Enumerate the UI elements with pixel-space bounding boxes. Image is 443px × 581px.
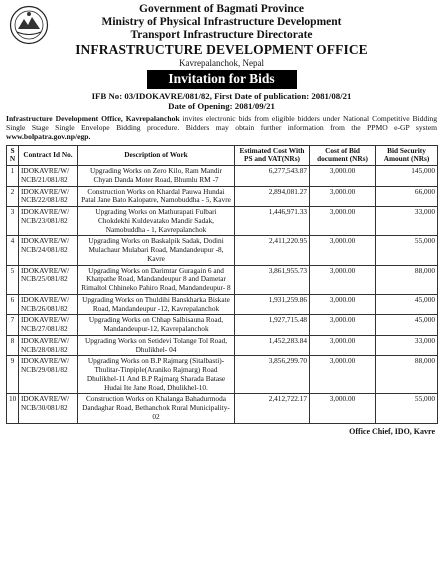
row-bid-document-cost: 3,000.00 xyxy=(310,335,376,356)
row-bid-security: 33,000 xyxy=(376,335,438,356)
row-estimated-cost: 1,927,715.48 xyxy=(235,315,310,336)
row-description: Upgrading Works on Chhap Salbisauna Road, Mandandeupur-12, Kavrepalanchok xyxy=(78,315,235,336)
row-description: Upgrading Works on Darimtar Guragain 6 and Khatpathe Road, Mandandeupur 8 and Dametar Rimaltol Chhineko Pahiro Road, Mandandeupur- 8 xyxy=(78,265,235,294)
egp-link[interactable]: www.bolpatra.gov.np/egp. xyxy=(6,132,91,142)
row-sn: 6 xyxy=(7,294,19,315)
header-estimated-cost: Estimated Cost With PS and VAT(NRs) xyxy=(235,145,310,166)
signatory: Office Chief, IDO, Kavre xyxy=(349,426,435,436)
row-contract-id: IDOKAVRE/W/ NCB/21/081/82 xyxy=(19,166,78,187)
row-estimated-cost: 2,894,081.27 xyxy=(235,186,310,207)
row-description: Upgrading Works on Zero Kilo, Ram Mandir Chyan Danda Moter Road, Bhumlu RM -7 xyxy=(78,166,235,187)
row-bid-document-cost: 3,000.00 xyxy=(310,186,376,207)
row-bid-security: 33,000 xyxy=(376,207,438,236)
header-sn: S N xyxy=(7,145,19,166)
row-contract-id: IDOKAVRE/W/ NCB/25/081/82 xyxy=(19,265,78,294)
opening-date: Date of Opening: 2081/09/21 xyxy=(168,101,275,112)
row-description: Construction Works on Khalanga Bahadurmoda Dandaghar Road, Bethanchok Rural Municipality- 02 xyxy=(78,394,235,423)
government-name: Government of Bagmati Province xyxy=(139,3,304,15)
row-sn: 1 xyxy=(7,166,19,187)
row-bid-document-cost: 3,000.00 xyxy=(310,207,376,236)
row-estimated-cost: 3,861,955.73 xyxy=(235,265,310,294)
table-row xyxy=(7,166,438,187)
row-sn: 10 xyxy=(7,394,19,423)
ifb-number: IFB No: 03/IDOKAVRE/081/82, First Date of publication: 2081/08/21 xyxy=(91,90,352,101)
row-sn: 8 xyxy=(7,335,19,356)
header-bid-security: Bid Security Amount (NRs) xyxy=(376,145,438,166)
row-estimated-cost: 1,446,971.33 xyxy=(235,207,310,236)
row-bid-security: 145,000 xyxy=(376,166,438,187)
header-bid-document-cost: Cost of Bid document (NRs) xyxy=(310,145,376,166)
row-estimated-cost: 2,411,220.95 xyxy=(235,236,310,265)
row-contract-id: IDOKAVRE/W/ NCB/22/081/82 xyxy=(19,186,78,207)
row-bid-security: 88,000 xyxy=(376,356,438,394)
notice-header xyxy=(6,3,437,68)
bid-rows xyxy=(7,166,438,424)
row-bid-document-cost: 3,000.00 xyxy=(310,265,376,294)
notice-title: Invitation for Bids xyxy=(147,70,297,89)
bid-table xyxy=(6,145,438,424)
row-estimated-cost: 1,931,259.86 xyxy=(235,294,310,315)
government-emblem-icon xyxy=(9,5,49,45)
table-row xyxy=(7,294,438,315)
row-bid-security: 45,000 xyxy=(376,294,438,315)
intro-paragraph xyxy=(6,114,437,142)
table-header-row xyxy=(7,145,438,166)
row-description: Upgrading Works on Baskalpik Sadak, Dodini Mulachaur Mulabari Road, Mandandeupur -8, Kavre xyxy=(78,236,235,265)
row-bid-document-cost: 3,000.00 xyxy=(310,294,376,315)
header-description: Description of Work xyxy=(78,145,235,166)
row-estimated-cost: 6,277,543.87 xyxy=(235,166,310,187)
table-row xyxy=(7,335,438,356)
row-contract-id: IDOKAVRE/W/ NCB/26/081/82 xyxy=(19,294,78,315)
table-row xyxy=(7,236,438,265)
row-bid-security: 66,000 xyxy=(376,186,438,207)
table-row xyxy=(7,186,438,207)
office-location: Kavrepalanchok, Nepal xyxy=(179,57,264,68)
row-bid-security: 45,000 xyxy=(376,315,438,336)
row-bid-document-cost: 3,000.00 xyxy=(310,315,376,336)
row-contract-id: IDOKAVRE/W/ NCB/23/081/82 xyxy=(19,207,78,236)
row-contract-id: IDOKAVRE/W/ NCB/27/081/82 xyxy=(19,315,78,336)
row-contract-id: IDOKAVRE/W/ NCB/24/081/82 xyxy=(19,236,78,265)
ministry-name: Ministry of Physical Infrastructure Development xyxy=(101,15,342,28)
row-bid-document-cost: 3,000.00 xyxy=(310,356,376,394)
row-contract-id: IDOKAVRE/W/ NCB/28/081/82 xyxy=(19,335,78,356)
table-row xyxy=(7,315,438,336)
row-sn: 9 xyxy=(7,356,19,394)
table-row xyxy=(7,265,438,294)
intro-office: Infrastructure Development Office, Kavrepalanchok xyxy=(6,113,180,123)
row-bid-security: 88,000 xyxy=(376,265,438,294)
row-sn: 5 xyxy=(7,265,19,294)
row-description: Upgrading Works on Setidevi Tolange Tol Road, Dhulikhel- 04 xyxy=(78,335,235,356)
row-contract-id: IDOKAVRE/W/ NCB/29/081/82 xyxy=(19,356,78,394)
row-bid-security: 55,000 xyxy=(376,236,438,265)
row-description: Upgrading Works on B.P Rajmarg (Sitalbasti)-Thulitar-Tinpiple(Araniko Rajmarg) Road Dhulikhel-11 And B.P Rajmarg Sharada Batase Hudai Ite Jane Road, Dhulikhel-10. xyxy=(78,356,235,394)
row-sn: 3 xyxy=(7,207,19,236)
row-description: Upgrading Works on Thuldihi Banskharka Biskate Road, Mandandeupur -12, Kavrepalanchok xyxy=(78,294,235,315)
table-row xyxy=(7,394,438,423)
row-sn: 7 xyxy=(7,315,19,336)
office-name: INFRASTRUCTURE DEVELOPMENT OFFICE xyxy=(75,41,368,57)
table-row xyxy=(7,207,438,236)
intro-text: invites electronic bids from eligible bidders under National Competitive Bidding Single Stage Single Envelope Bidding procedure. Bidders may obtain further information from the PPMO e-GP system xyxy=(6,113,437,133)
row-bid-document-cost: 3,000.00 xyxy=(310,394,376,423)
table-row xyxy=(7,356,438,394)
header-contract-id: Contract Id No. xyxy=(19,145,78,166)
row-bid-security: 55,000 xyxy=(376,394,438,423)
row-estimated-cost: 1,452,283.84 xyxy=(235,335,310,356)
row-estimated-cost: 3,856,299.70 xyxy=(235,356,310,394)
row-contract-id: IDOKAVRE/W/ NCB/30/081/82 xyxy=(19,394,78,423)
row-bid-document-cost: 3,000.00 xyxy=(310,166,376,187)
row-sn: 4 xyxy=(7,236,19,265)
row-estimated-cost: 2,412,722.17 xyxy=(235,394,310,423)
row-description: Upgrading Works on Mathurapati Fulbari Chokdekhi Kuldevatako Mandir Sadak, Namobuddha - 1, Kavrepalanchok xyxy=(78,207,235,236)
row-bid-document-cost: 3,000.00 xyxy=(310,236,376,265)
row-sn: 2 xyxy=(7,186,19,207)
row-description: Construction Works on Khardal Pauwa Hundai Patal Jane Bato Kalopatre, Namobuddha - 5, Kavre xyxy=(78,186,235,207)
directorate-name: Transport Infrastructure Directorate xyxy=(130,28,313,41)
